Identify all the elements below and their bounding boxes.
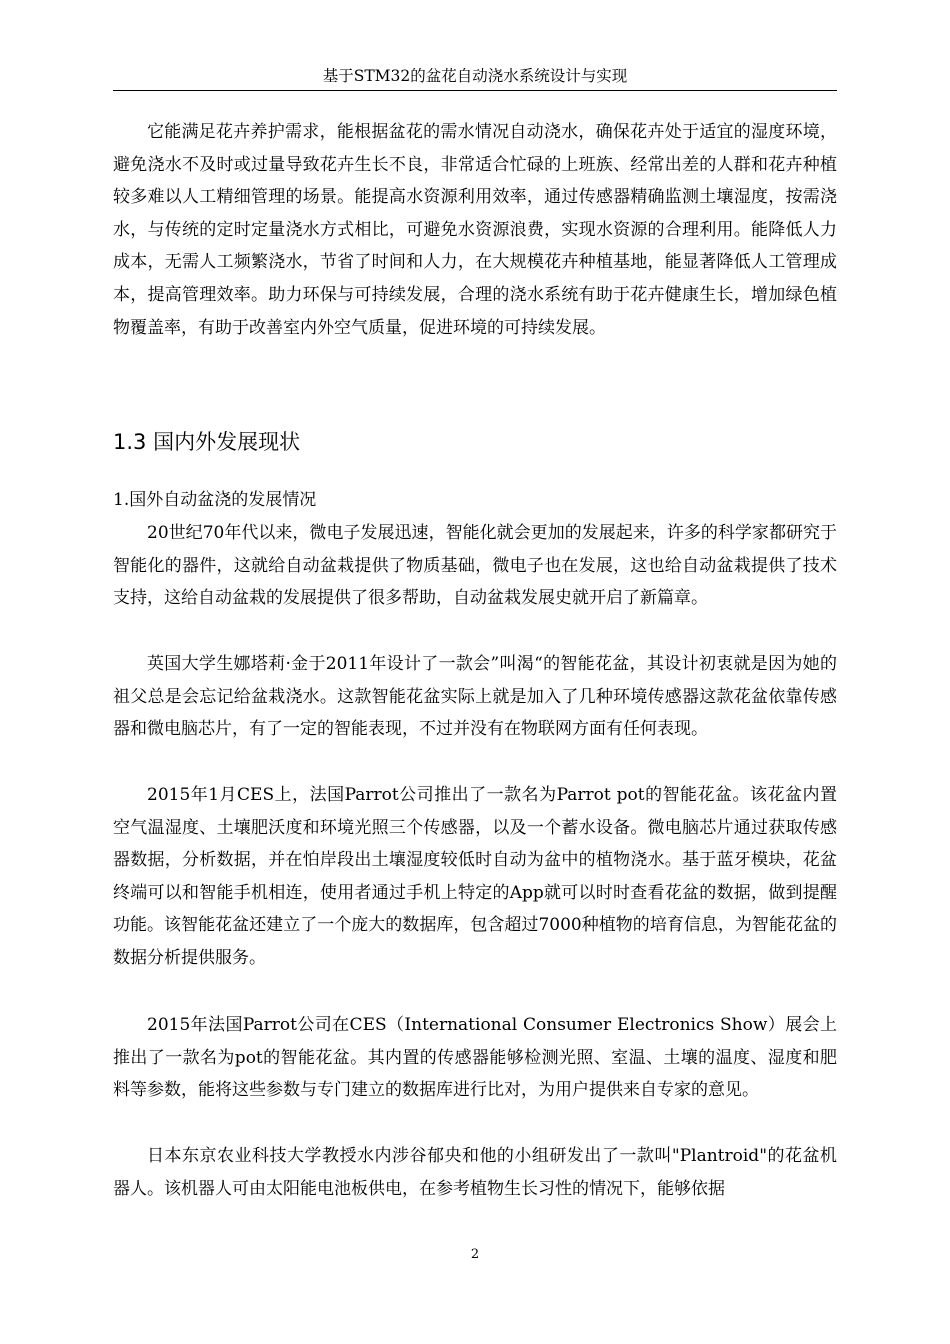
section-heading: 1.3 国内外发展现状 [113,430,301,454]
body-paragraph-5: 日本东京农业科技大学教授水内涉谷郁央和他的小组研发出了一款叫"Plantroid"的花盆机器人。该机器人可由太阳能电池板供电，在参考植物生长习性的情况下，能够依据 [113,1146,837,1199]
page-number: 2 [470,1247,480,1262]
body-paragraph-2: 英国大学生娜塔莉·金于2011年设计了一款会”叫渴“的智能花盆，其设计初衷就是因为她的祖父总是会忘记给盆栽浇水。这款智能花盆实际上就是加入了几种环境传感器这款花盆依靠传感器和微电脑芯片，有了一定的智能表现，不过并没有在物联网方面有任何表现。 [113,654,837,740]
running-header: 基于STM32的盆花自动浇水系统设计与实现 [322,67,628,85]
body-paragraph-1: 20世纪70年代以来，微电子发展迅速，智能化就会更加的发展起来，许多的科学家都研究于智能化的器件，这就给自动盆栽提供了物质基础，微电子也在发展，这也给自动盆栽提供了技术支持，这给自动盆栽的发展提供了很多帮助，自动盆栽发展史就开启了新篇章。 [113,523,837,609]
intro-paragraph: 它能满足花卉养护需求，能根据盆花的需水情况自动浇水，确保花卉处于适宜的湿度环境，避免浇水不及时或过量导致花卉生长不良，非常适合忙碌的上班族、经常出差的人群和花卉种植较多难以人工精细管理的场景。能提高水资源利用效率，通过传感器精确监测土壤湿度，按需浇水，与传统的定时定量浇水方式相比，可避免水资源浪费，实现水资源的合理利用。能降低人力成本，无需人工频繁浇水，节省了时间和人力，在大规模花卉种植基地，能显著降低人工管理成本，提高管理效率。助力环保与可持续发展，合理的浇水系统有助于花卉健康生长，增加绿色植物覆盖率，有助于改善室内外空气质量，促进环境的可持续发展。 [113,122,837,338]
body-paragraph-4: 2015年法国Parrot公司在CES（International Consumer Electronics Show）展会上推出了一款名为pot的智能花盆。其内置的传感器能够检测光照、室温、土壤的温度、湿度和肥料等参数，能将这些参数与专门建立的数据库进行比对，为用户提供来自专家的意见。 [113,1015,837,1101]
body-paragraph-3: 2015年1月CES上，法国Parrot公司推出了一款名为Parrot pot的智能花盆。该花盆内置空气温湿度、土壤肥沃度和环境光照三个传感器，以及一个蓄水设备。微电脑芯片通过获取传感器数据，分析数据，并在怕岸段出土壤湿度较低时自动为盆中的植物浇水。基于蓝牙模块，花盆终端可以和智能手机相连，使用者通过手机上特定的App就可以时时查看花盆的数据，做到提醒功能。该智能花盆还建立了一个庞大的数据库，包含超过7000种植物的培育信息，为智能花盆的数据分析提供服务。 [113,785,837,968]
header-divider [113,90,837,91]
subsection-heading: 1.国外自动盆浇的发展情况 [113,490,317,510]
